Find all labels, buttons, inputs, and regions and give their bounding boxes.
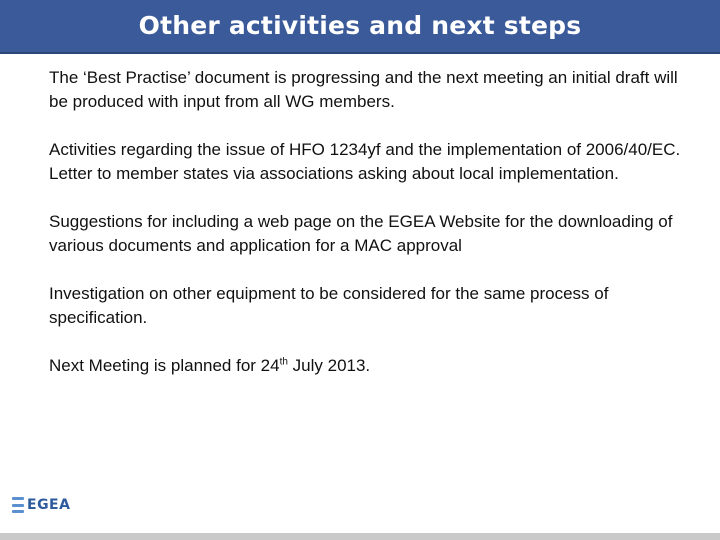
slide-title: Other activities and next steps [138, 10, 582, 40]
paragraph-next-meeting [49, 354, 689, 378]
next-meeting-suffix: July 2013. [287, 356, 371, 375]
title-bar [0, 0, 720, 54]
egea-logo-text: EGEA [27, 497, 71, 513]
paragraph-hfo-activities: Activities regarding the issue of HFO 1234yf and the implementation of 2006/40/EC. Letter to member states via associations asking about local implementation. [49, 140, 681, 183]
egea-logo-icon [12, 497, 24, 513]
slide-content [49, 66, 689, 402]
egea-logo [12, 497, 70, 513]
paragraph-best-practise: The ‘Best Practise’ document is progressing and the next meeting an initial draft will be produced with input from all WG members. [49, 68, 678, 111]
paragraph-web-page-suggestion: Suggestions for including a web page on the EGEA Website for the downloading of various documents and application for a MAC approval [49, 212, 673, 255]
paragraph-equipment-investigation: Investigation on other equipment to be considered for the same process of specification. [49, 284, 609, 327]
next-meeting-prefix: Next Meeting is planned for 24 [49, 356, 280, 375]
footer-divider [0, 533, 720, 540]
next-meeting-ordinal: th [279, 356, 288, 368]
